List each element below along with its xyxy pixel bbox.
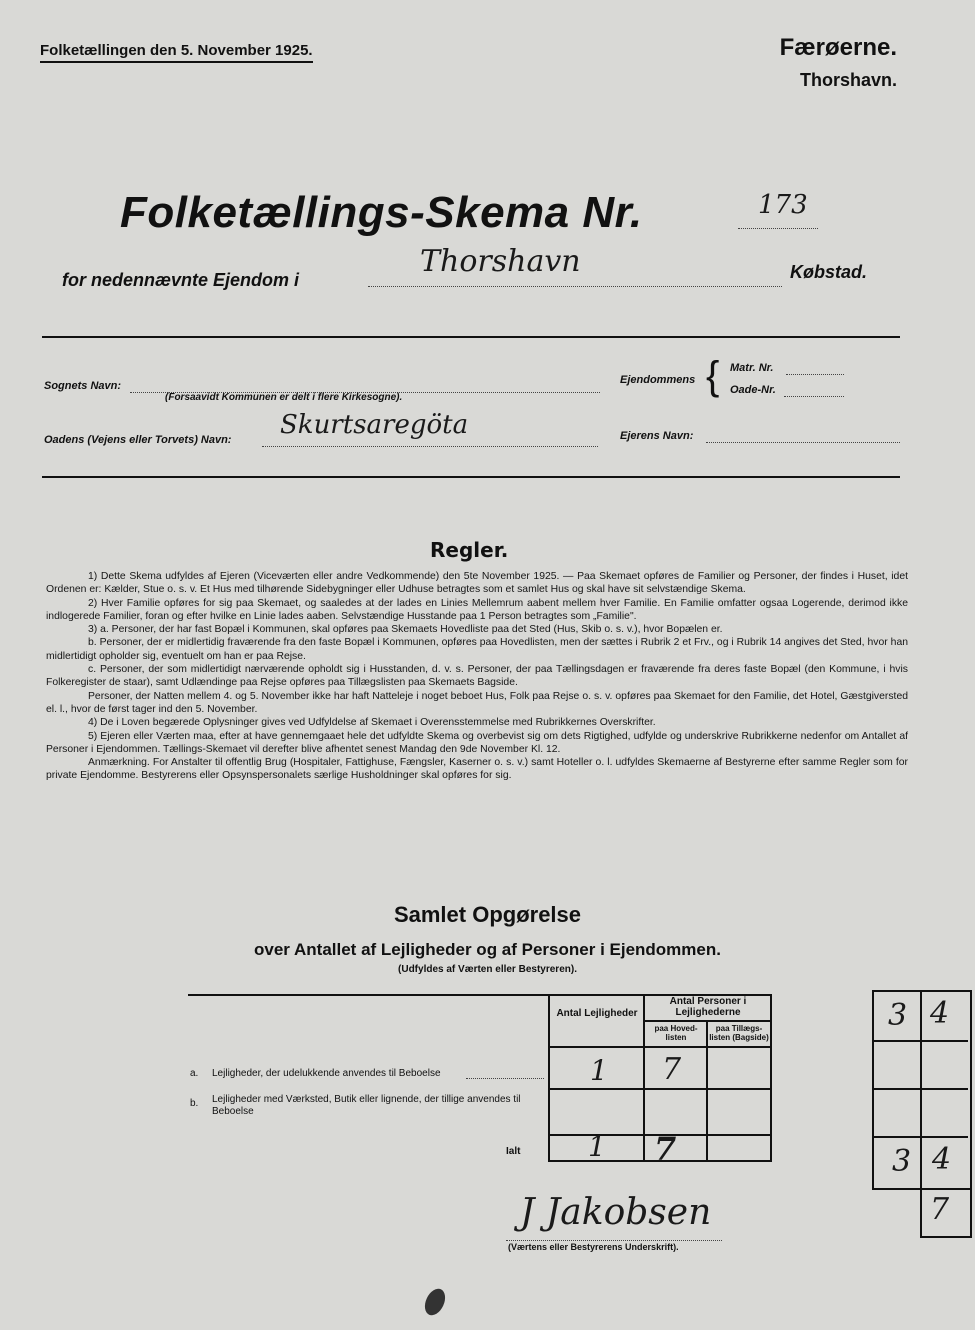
divider-bottom bbox=[42, 476, 900, 478]
rule-paragraph: Anmærkning. For Anstalter til offentlig Brug (Hospitaler, Fattighuse, Fængsler, Kaserner o. s. v.) samt Hoteller o. l. udfyldes Skemaerne af Bestyrerne efter samme Regler som for private Ejendomme. Bestyrerens eller Opsynspersonalets særlige Husholdninger skal opføres for sig. bbox=[46, 757, 908, 782]
matr-label: Matr. Nr. bbox=[730, 362, 774, 374]
signature-caption: (Værtens eller Bestyrerens Underskrift). bbox=[508, 1242, 679, 1252]
rule-paragraph: b. Personer, der er midlertidig fraværende fra den faste Bopæl i Kommunen, opføres paa Hovedlisten, men der sættes i Rubrik 2 et Frv., og i Rubrik 14 angives det Sted, hvor han midlertidigt opholder sig, eventuelt om han er paa Rejse. bbox=[46, 637, 908, 662]
row-a-letter: a. bbox=[190, 1068, 199, 1079]
rule-paragraph: 2) Hver Familie opføres for sig paa Skemaet, og saaledes at der lades en Linies Mellemrum aabent mellem hver Familie. En Familie omfatter ogsaa Logerende, derimod ikke indlogerede Familier, foran og efter hvilke en Linie lades aaben. Selvstændige Husstande paa 1 Person betragtes som „Familie". bbox=[46, 597, 908, 622]
col-apartments-header: Antal Lejligheder bbox=[556, 1008, 638, 1019]
rules-text bbox=[46, 570, 908, 783]
form-title: Folketællings-Skema Nr. bbox=[120, 188, 643, 237]
signature-line bbox=[506, 1240, 722, 1241]
rule-paragraph: c. Personer, der som midlertidigt nærværende opholdt sig i Husstanden, d. v. s. Personer, der paa Tællingsdagen er fraværende fra deres faste Bopæl (den Kommune, i hvis Folkeregister de staar), samt Udlændinge paa Rejse opføres paa Tillægslisten paa Skemaets Bagside. bbox=[46, 664, 908, 689]
divider-top bbox=[42, 336, 900, 338]
side-top-left: 3 bbox=[888, 998, 908, 1033]
street-no-label: Oade-Nr. bbox=[730, 384, 776, 396]
parish-label: Sognets Navn: bbox=[44, 380, 122, 392]
form-number-line bbox=[738, 228, 818, 229]
property-label: Ejendommens bbox=[620, 374, 696, 386]
table-header-rule bbox=[548, 1046, 772, 1048]
census-date-header: Folketællingen den 5. November 1925. bbox=[40, 42, 313, 63]
col-persons-header: Antal Personer i Lejlighederne bbox=[669, 996, 747, 1018]
street-label: Oadens (Vejens eller Torvets) Navn: bbox=[44, 434, 232, 446]
matr-line bbox=[786, 374, 844, 375]
for-property-label: for nedennævnte Ejendom i bbox=[62, 270, 300, 290]
table-col-divider bbox=[548, 994, 550, 1162]
row-b-label: Lejligheder med Værksted, Butik eller lignende, der tillige anvendes til Beboelse bbox=[212, 1094, 521, 1117]
street-line bbox=[262, 446, 598, 447]
kobstad-label: Købstad. bbox=[790, 262, 868, 282]
ink-blot-mark bbox=[421, 1286, 449, 1319]
col-main-list-header: paa Hoved-listen bbox=[654, 1024, 698, 1042]
street-value-handwritten: Skurtsaregöta bbox=[280, 410, 469, 440]
row-a-label: Lejligheder, der udelukkende anvendes til Beboelse bbox=[212, 1068, 441, 1079]
rule-paragraph: 5) Ejeren eller Værten maa, efter at have gennemgaaet hele det udfyldte Skema og overbevist sig om dets Rigtighed, udfylde og underskrive Rubrikkerne nedenfor om Antallet af Personer i Ejendommen. Tællings-Skemaet vil derefter blive afhentet senest Mandag den 9de November Kl. 12. bbox=[46, 730, 908, 755]
town-header: Thorshavn. bbox=[799, 70, 897, 90]
rule-paragraph: 3) a. Personer, der har fast Bopæl i Kommunen, skal opføres paa Skemaets Hovedliste paa det Sted (Hus, Skib o. s. v.), hvor Bopælen er. bbox=[88, 624, 723, 636]
street-no-line bbox=[784, 396, 844, 397]
property-place-line bbox=[368, 286, 782, 287]
rules-heading: Regler. bbox=[430, 538, 509, 562]
side-tally-box bbox=[872, 990, 972, 1190]
row-a-main: 7 bbox=[662, 1052, 682, 1087]
total-main: 7 bbox=[654, 1130, 677, 1168]
owner-line bbox=[706, 442, 900, 443]
row-a-dots bbox=[466, 1078, 544, 1079]
side-bottom-left: 3 bbox=[892, 1144, 912, 1179]
side-top-right: 4 bbox=[930, 996, 950, 1031]
col-supp-list-header: paa Tillægs-listen (Bagside) bbox=[709, 1024, 769, 1042]
row-b-letter: b. bbox=[190, 1098, 199, 1109]
region-header: Færøerne. bbox=[779, 34, 897, 61]
side-box-rule bbox=[874, 1136, 968, 1138]
row-a-apartments: 1 bbox=[590, 1054, 608, 1087]
parish-note: (Forsaavidt Kommunen er delt i flere Kirkesogne). bbox=[165, 392, 403, 403]
total-apartments: 1 bbox=[588, 1130, 606, 1163]
rule-paragraph: Personer, der Natten mellem 4. og 5. November ikke har haft Natteleje i noget beboet Hus, Folk paa Rejse o. s. v. opføres paa Skemaet for den Familie, det Hotel, Gæstgiversted el. l., hvor de først tager ind den 5. November. bbox=[46, 690, 908, 715]
signature-handwritten: J Jakobsen bbox=[520, 1192, 712, 1233]
brace-icon: { bbox=[706, 354, 720, 398]
table-row-rule bbox=[548, 1088, 772, 1090]
property-place-handwritten: Thorshavn bbox=[420, 244, 581, 279]
table-subheader-rule bbox=[643, 1020, 772, 1022]
side-extra: 7 bbox=[930, 1192, 950, 1227]
form-number-handwritten: 173 bbox=[758, 190, 808, 220]
side-box-rule bbox=[874, 1040, 968, 1042]
rule-paragraph: 1) Dette Skema udfyldes af Ejeren (Viceværten eller andre Vedkommende) den 5te November 1925. — Paa Skemaet opføres de Familier og Personer, der findes i Huset, idet Ordenen er: Kælder, Stue o. s. v. Et Hus med tilhørende Sidebygninger eller Udhuse betragtes som et samlet Hus og skal have sit selvstændige Skema. bbox=[46, 571, 908, 596]
total-label: Ialt bbox=[506, 1146, 521, 1157]
summary-title: Samlet Opgørelse bbox=[393, 902, 582, 927]
owner-label: Ejerens Navn: bbox=[620, 430, 694, 442]
summary-subtitle: over Antallet af Lejligheder og af Personer i Ejendommen. bbox=[254, 940, 721, 959]
summary-note: (Udfyldes af Værten eller Bestyreren). bbox=[398, 964, 577, 975]
rule-paragraph: 4) De i Loven begærede Oplysninger gives ved Udfyldelse af Skemaet i Overensstemmelse med Rubrikkernes Overskrifter. bbox=[88, 717, 656, 729]
side-box-rule bbox=[874, 1088, 968, 1090]
side-bottom-right: 4 bbox=[932, 1142, 952, 1177]
